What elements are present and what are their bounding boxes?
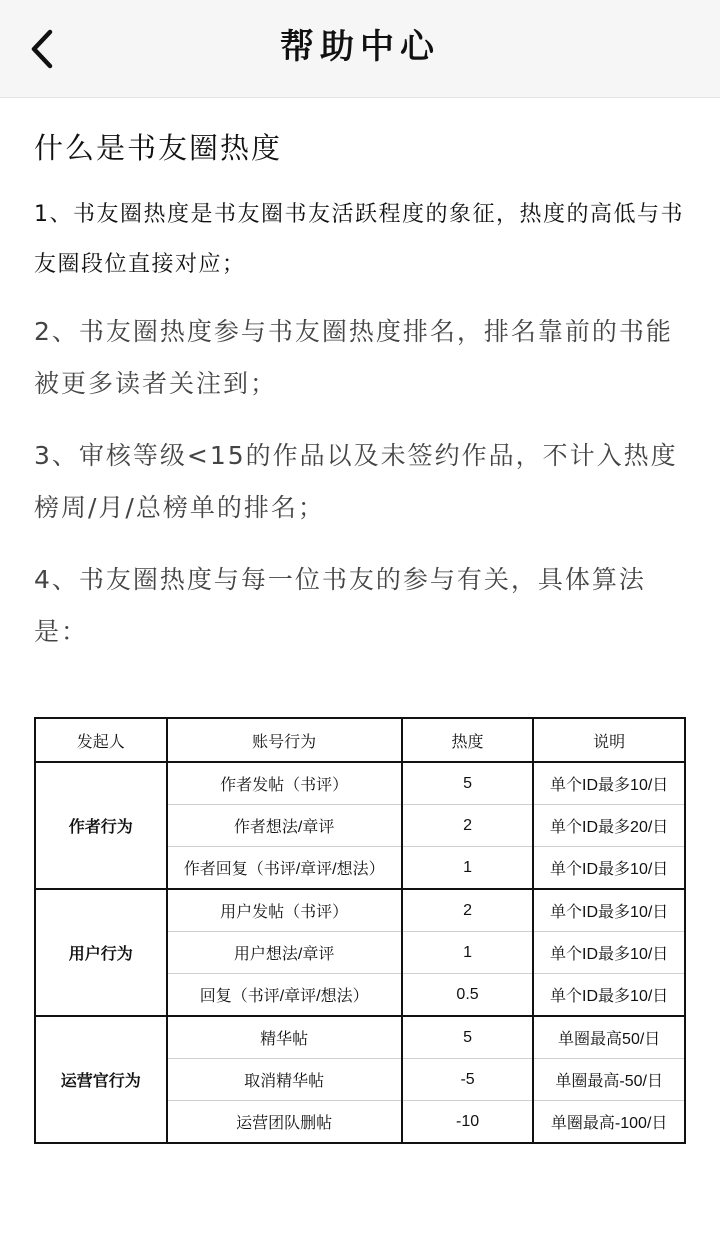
action-cell: 运营团队删帖 <box>167 1101 402 1144</box>
desc-cell: 单个ID最多20/日 <box>533 805 685 847</box>
section-title: 什么是书友圈热度 <box>34 131 283 165</box>
table-row <box>35 762 685 805</box>
initiator-author: 作者行为 <box>35 762 167 889</box>
paragraph-2: 2、书友圈热度参与书友圈热度排名，排名靠前的书能被更多读者关注到； <box>34 317 673 398</box>
paragraph-1: 1、书友圈热度是书友圈书友活跃程度的象征，热度的高低与书友圈段位直接对应； <box>34 202 684 277</box>
header-initiator: 发起人 <box>35 718 167 762</box>
top-header <box>0 0 720 98</box>
heat-cell: -10 <box>402 1101 534 1144</box>
heat-cell: 2 <box>402 805 534 847</box>
heat-cell: 5 <box>402 1016 534 1059</box>
desc-cell: 单个ID最多10/日 <box>533 974 685 1017</box>
action-cell: 作者发帖（书评） <box>167 762 402 805</box>
paragraph-3: 3、审核等级<15的作品以及未签约作品，不计入热度榜周/月/总榜单的排名； <box>34 441 678 522</box>
desc-cell: 单个ID最多10/日 <box>533 847 685 890</box>
help-content <box>34 126 690 678</box>
paragraph-4: 4、书友圈热度与每一位书友的参与有关，具体算法是： <box>34 565 646 646</box>
action-cell: 回复（书评/章评/想法） <box>167 974 402 1017</box>
header-action: 账号行为 <box>167 718 402 762</box>
initiator-operator: 运营官行为 <box>35 1016 167 1143</box>
desc-cell: 单圈最高-50/日 <box>533 1059 685 1101</box>
action-cell: 取消精华帖 <box>167 1059 402 1101</box>
desc-cell: 单个ID最多10/日 <box>533 932 685 974</box>
heat-cell: -5 <box>402 1059 534 1101</box>
desc-cell: 单个ID最多10/日 <box>533 762 685 805</box>
action-cell: 作者想法/章评 <box>167 805 402 847</box>
action-cell: 用户发帖（书评） <box>167 889 402 932</box>
heat-cell: 5 <box>402 762 534 805</box>
page-title: 帮助中心 <box>280 27 440 67</box>
table-row <box>35 889 685 932</box>
heat-cell: 0.5 <box>402 974 534 1017</box>
action-cell: 精华帖 <box>167 1016 402 1059</box>
table-row <box>35 1016 685 1059</box>
initiator-user: 用户行为 <box>35 889 167 1016</box>
action-cell: 用户想法/章评 <box>167 932 402 974</box>
action-cell: 作者回复（书评/章评/想法） <box>167 847 402 890</box>
heat-cell: 1 <box>402 847 534 890</box>
heat-rules-table <box>34 717 686 1144</box>
desc-cell: 单圈最高50/日 <box>533 1016 685 1059</box>
table-header-row <box>35 718 685 762</box>
desc-cell: 单圈最高-100/日 <box>533 1101 685 1144</box>
header-heat: 热度 <box>402 718 534 762</box>
heat-cell: 2 <box>402 889 534 932</box>
heat-cell: 1 <box>402 932 534 974</box>
desc-cell: 单个ID最多10/日 <box>533 889 685 932</box>
header-desc: 说明 <box>533 718 685 762</box>
